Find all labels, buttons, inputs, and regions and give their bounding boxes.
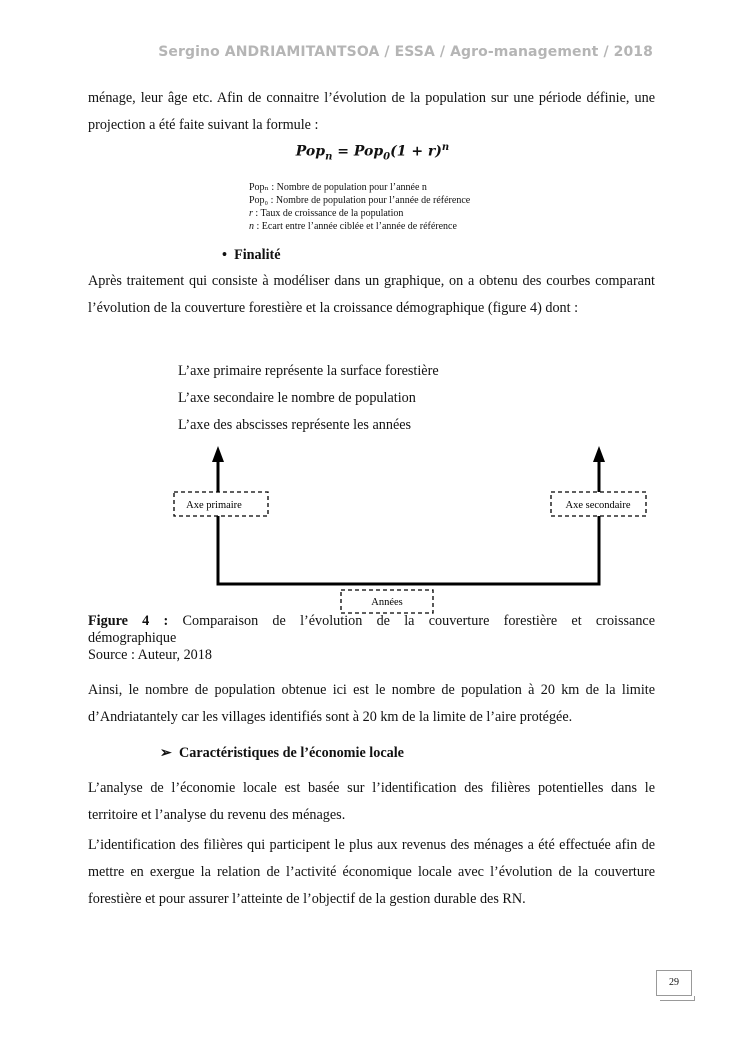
right-axis-label: Axe secondaire <box>565 500 631 511</box>
formula-equals: = <box>332 143 354 160</box>
axes-description-item: L’axe des abscisses représente les années <box>178 417 412 433</box>
figure-label: Figure 4 : <box>88 613 169 629</box>
economy-paragraph-1: L’analyse de l’économie locale est basée sur l’identification des filières potentielles dans le territoire et l’analyse du revenu des ménages. <box>88 780 655 823</box>
bottom-axis-label: Années <box>371 597 403 608</box>
legend-desc: : Nombre de population pour l’année n <box>268 182 427 193</box>
legend-desc: : Ecart entre l’année ciblée et l’année de référence <box>254 221 457 232</box>
legend-item <box>249 207 470 220</box>
left-axis-label: Axe primaire <box>186 500 242 511</box>
legend-item <box>249 181 470 194</box>
formula-lhs-sub: n <box>325 151 333 163</box>
running-header: Sergino ANDRIAMITANTSOA / ESSA / Agro-management / 2018 <box>158 44 653 60</box>
formula-rhs-sub: 0 <box>383 151 391 163</box>
economy-section-heading <box>160 745 404 762</box>
intro-paragraph: ménage, leur âge etc. Afin de connaitre l’évolution de la population sur une période définie, une projection a été faite suivant la formule : <box>88 90 655 133</box>
page-number: 29 <box>656 970 692 996</box>
legend-item <box>249 194 470 207</box>
page-number-shadow <box>660 996 695 1001</box>
formula-rhs-paren: (1 + r) <box>390 143 442 160</box>
legend-symbol: Pop₀ <box>249 195 269 206</box>
legend-desc: : Taux de croissance de la population <box>252 208 404 219</box>
legend-symbol: r <box>249 208 253 219</box>
formula-rhs-sup: n <box>441 142 450 153</box>
left-arrow-icon <box>212 446 224 462</box>
finalite-heading-text: Finalité <box>234 247 281 263</box>
formula-rhs-base: Pop <box>353 143 384 160</box>
figure-caption <box>88 613 655 664</box>
caption-source: Source : Auteur, 2018 <box>88 647 212 663</box>
axes-description-item: L’axe primaire représente la surface forestière <box>178 363 439 379</box>
economy-heading-text: Caractéristiques de l’économie locale <box>178 745 404 761</box>
formula-lhs-base: Pop <box>295 143 326 160</box>
legend-symbol: Popₙ <box>249 182 269 193</box>
caption-title-part2: démographique <box>88 630 177 646</box>
axes-description-list <box>178 358 439 439</box>
caption-title-part1: Comparaison de l’évolution de la couverture forestière et croissance <box>168 613 656 629</box>
axes-description-item: L’axe secondaire le nombre de population <box>178 390 416 406</box>
axes-diagram <box>0 440 745 620</box>
right-arrow-icon <box>593 446 605 462</box>
arrow-bullet-icon: ➢ <box>160 745 172 761</box>
bullet-icon: • <box>222 247 227 263</box>
economy-paragraph-2: L’identification des filières qui participent le plus aux revenus des ménages a été effectuée afin de mettre en exergue la relation de l’activité économique locale avec l’évolution de la couverture forestière et pour assurer l’atteinte de l’objectif de la gestion durable des RN. <box>88 837 655 907</box>
finalite-heading <box>222 247 281 264</box>
population-paragraph: Ainsi, le nombre de population obtenue ici est le nombre de population à 20 km de la limite d’Andriatantely car les villages identifiés sont à 20 km de la limite de l’aire protégée. <box>88 682 655 725</box>
finalite-paragraph: Après traitement qui consiste à modéliser dans un graphique, on a obtenu des courbes comparant l’évolution de la couverture forestière et la croissance démographique (figure 4) dont : <box>88 273 655 316</box>
population-formula <box>0 142 745 162</box>
legend-item <box>249 220 470 233</box>
caption-line <box>88 613 655 630</box>
legend-symbol: n <box>249 221 254 232</box>
legend-desc: : Nombre de population pour l’année de référence <box>268 195 471 206</box>
formula-legend <box>249 181 470 233</box>
